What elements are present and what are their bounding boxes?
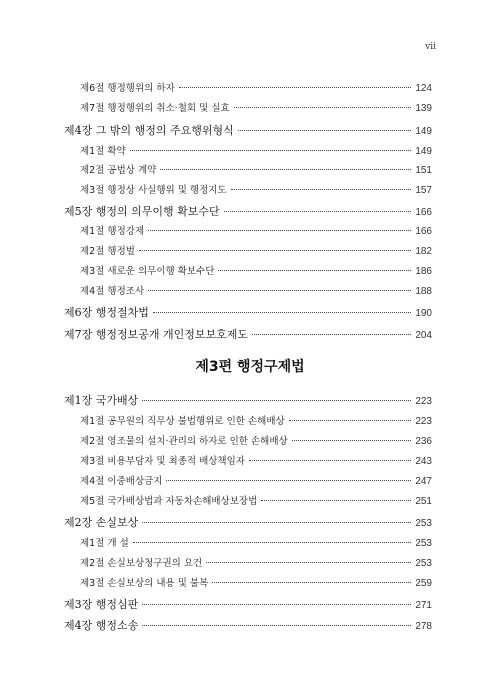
dot-leader [148, 290, 411, 291]
toc-section-row[interactable] [64, 473, 432, 487]
toc-entry-page: 236 [415, 436, 432, 447]
toc-section-row[interactable] [64, 413, 432, 427]
toc-entry-title: 제2장 손실보상 [64, 516, 139, 529]
toc-entry-title: 제2절 공법상 계약 [80, 165, 157, 176]
dot-leader [179, 87, 412, 88]
dot-leader [289, 420, 412, 421]
toc-entry-page: 251 [415, 496, 432, 507]
toc-section-row[interactable] [64, 162, 432, 176]
toc-entry-title: 제3장 행정심판 [64, 598, 139, 611]
toc-section-row[interactable] [64, 263, 432, 277]
toc-entry-title: 제7절 행정행위의 취소·철회 및 실효 [80, 103, 230, 114]
toc-section-row[interactable] [64, 493, 432, 507]
toc-entry-title: 제5장 행정의 의무이행 확보수단 [64, 205, 220, 218]
part-title: 제3편 행정구제법 [195, 359, 305, 375]
dot-leader [218, 270, 411, 271]
dot-leader [142, 522, 411, 523]
toc-entry-page: 253 [415, 538, 432, 549]
toc-entry-title: 제1절 확약 [80, 146, 126, 157]
toc-section-row[interactable] [64, 223, 432, 237]
dot-leader [153, 312, 411, 313]
toc-entry-page: 186 [415, 266, 432, 277]
toc-chapter-row[interactable] [64, 596, 432, 612]
dot-leader [206, 562, 411, 563]
toc-chapter-row[interactable] [64, 617, 432, 633]
toc-entry-page: 253 [415, 558, 432, 569]
toc-section-row[interactable] [64, 535, 432, 549]
toc-entry-page: 259 [415, 578, 432, 589]
toc-entry-page: 149 [415, 126, 432, 137]
toc-entry-page: 157 [415, 185, 432, 196]
toc-entry-page: 188 [415, 286, 432, 297]
toc-section-row[interactable] [64, 453, 432, 467]
dot-leader [212, 582, 411, 583]
toc-entry-title: 제2절 영조물의 설치·관리의 하자로 인한 손해배상 [80, 436, 288, 447]
dot-leader [231, 189, 412, 190]
toc-entry-page: 271 [415, 600, 432, 611]
dot-leader [249, 460, 411, 461]
toc-entry-title: 제3절 새로운 의무이행 확보수단 [80, 266, 215, 277]
toc-chapter-row[interactable] [64, 392, 432, 408]
dot-leader [142, 625, 411, 626]
toc-entry-page: 223 [415, 416, 432, 427]
dot-leader [234, 107, 412, 108]
toc-entry-title: 제1절 공무원의 직무상 불법행위로 인한 손해배상 [80, 416, 285, 427]
toc-entry-title: 제4절 이중배상금지 [80, 476, 163, 487]
toc-entry-title: 제1장 국가배상 [64, 394, 139, 407]
toc-section-row[interactable] [64, 575, 432, 589]
toc-chapter-row[interactable] [64, 304, 432, 320]
toc-section-row[interactable] [64, 555, 432, 569]
toc-section-row[interactable] [64, 143, 432, 157]
toc-entry-title: 제6절 행정행위의 하자 [80, 83, 175, 94]
dot-leader [166, 480, 411, 481]
toc-entry-page: 278 [415, 621, 432, 632]
dot-leader [130, 150, 412, 151]
toc-chapter-row[interactable] [64, 514, 432, 530]
dot-leader [238, 130, 412, 131]
dot-leader [139, 250, 411, 251]
dot-leader [142, 604, 411, 605]
toc-section-row[interactable] [64, 182, 432, 196]
dot-leader [261, 500, 411, 501]
toc-entry-page: 149 [415, 146, 432, 157]
toc-entry-title: 제4절 행정조사 [80, 286, 145, 297]
toc-entry-page: 151 [415, 165, 432, 176]
toc-entry-title: 제1절 개 설 [80, 538, 129, 549]
toc-entry-page: 204 [415, 330, 432, 341]
toc-chapter-row[interactable] [64, 122, 432, 138]
dot-leader [133, 542, 412, 543]
toc-entry-title: 제5절 국가배상법과 자동차손해배상보장법 [80, 496, 258, 507]
toc-entry-title: 제4장 행정소송 [64, 619, 139, 632]
toc-entry-page: 190 [415, 308, 432, 319]
page-number: vii [425, 42, 436, 52]
toc-entry-page: 247 [415, 476, 432, 487]
toc-entry-page: 124 [415, 83, 432, 94]
toc-entry-title: 제3절 손실보상의 내용 및 불복 [80, 578, 209, 589]
toc-section-row[interactable] [64, 243, 432, 257]
toc-entry-title: 제3절 비용부담자 및 최종적 배상책임자 [80, 456, 245, 467]
dot-leader [148, 230, 411, 231]
toc-entry-page: 166 [415, 226, 432, 237]
toc-section-row[interactable] [64, 100, 432, 114]
toc-entry-page: 253 [415, 518, 432, 529]
toc-entry-title: 제7장 행정정보공개 개인정보보호제도 [64, 328, 249, 341]
toc-entry-title: 제2절 행정벌 [80, 246, 135, 257]
toc-entry-page: 182 [415, 246, 432, 257]
toc-entry-title: 제2절 손실보상청구권의 요건 [80, 558, 203, 569]
toc-chapter-row[interactable] [64, 326, 432, 342]
toc-section-row[interactable] [64, 80, 432, 94]
toc-chapter-row[interactable] [64, 203, 432, 219]
dot-leader [142, 400, 411, 401]
toc-entry-title: 제4장 그 밖의 행정의 주요행위형식 [64, 124, 234, 137]
dot-leader [252, 334, 411, 335]
toc-section-row[interactable] [64, 433, 432, 447]
toc-entry-title: 제3절 행정상 사실행위 및 행정지도 [80, 185, 227, 196]
toc-entry-page: 223 [415, 396, 432, 407]
dot-leader [160, 169, 411, 170]
toc-section-row[interactable] [64, 283, 432, 297]
toc-entry-page: 139 [415, 103, 432, 114]
dot-leader [292, 440, 412, 441]
dot-leader [224, 211, 412, 212]
toc-entry-title: 제1절 행정강제 [80, 226, 145, 237]
toc-entry-title: 제6장 행정절차법 [64, 306, 149, 319]
toc-entry-page: 243 [415, 456, 432, 467]
toc-entry-page: 166 [415, 207, 432, 218]
